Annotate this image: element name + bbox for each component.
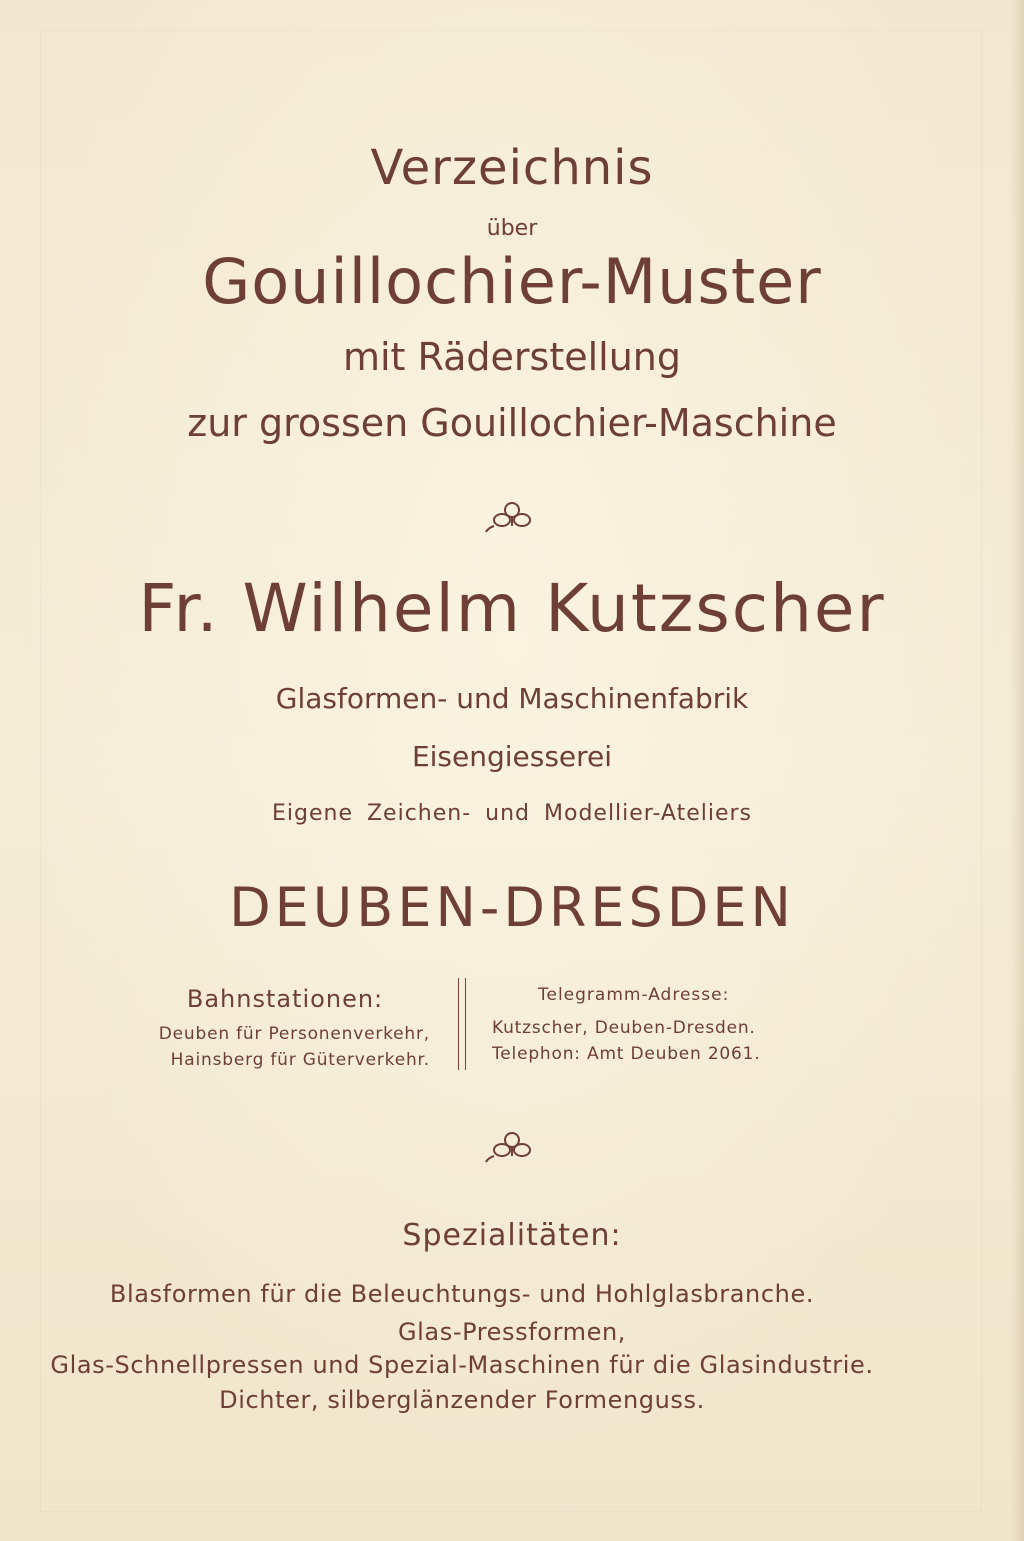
column-divider: [458, 978, 466, 1070]
clover-ornament-icon: [482, 1128, 542, 1164]
railway-station-line: Deuben für Personenverkehr,: [158, 1024, 430, 1044]
heading-gouillochier-muster: Gouillochier-Muster: [202, 245, 822, 318]
telegram-address-title: Telegramm-Adresse:: [538, 985, 730, 1005]
company-line-eisengiesserei: Eisengiesserei: [411, 740, 613, 773]
telephone-line: Telephon: Amt Deuben 2061.: [492, 1044, 761, 1064]
heading-ueber: über: [486, 216, 538, 241]
railway-stations-title: Bahnstationen:: [186, 985, 384, 1013]
heading-raederstellung: mit Räderstellung: [342, 335, 681, 379]
specialty-item: Glas-Pressformen,: [397, 1318, 627, 1346]
telegram-address-line: Kutzscher, Deuben-Dresden.: [492, 1018, 756, 1038]
clover-ornament-icon: [482, 498, 542, 534]
specialties-title: Spezialitäten:: [402, 1218, 622, 1253]
company-name: Fr. Wilhelm Kutzscher: [138, 570, 886, 647]
heading-maschine: zur grossen Gouillochier-Maschine: [187, 401, 837, 445]
company-city: DEUBEN-DRESDEN: [229, 876, 795, 939]
heading-verzeichnis-text: Verzeichnis: [370, 140, 654, 196]
company-line-ateliers: Eigene Zeichen- und Modellier-Ateliers: [272, 801, 752, 826]
heading-verzeichnis: [0, 140, 1024, 196]
railway-station-line: Hainsberg für Güterverkehr.: [170, 1050, 430, 1070]
railway-stations-block: [120, 985, 450, 1073]
telegram-address-block: [470, 985, 830, 1067]
specialty-item: Dichter, silberglänzender Formenguss.: [219, 1386, 705, 1414]
company-line-fabrik: Glasformen- und Maschinenfabrik: [275, 682, 749, 715]
specialty-item: Blasformen für die Beleuchtungs- und Hohlglasbranche.: [109, 1280, 815, 1308]
specialty-item: Glas-Schnellpressen und Spezial-Maschinen für die Glasindustrie.: [50, 1351, 874, 1379]
